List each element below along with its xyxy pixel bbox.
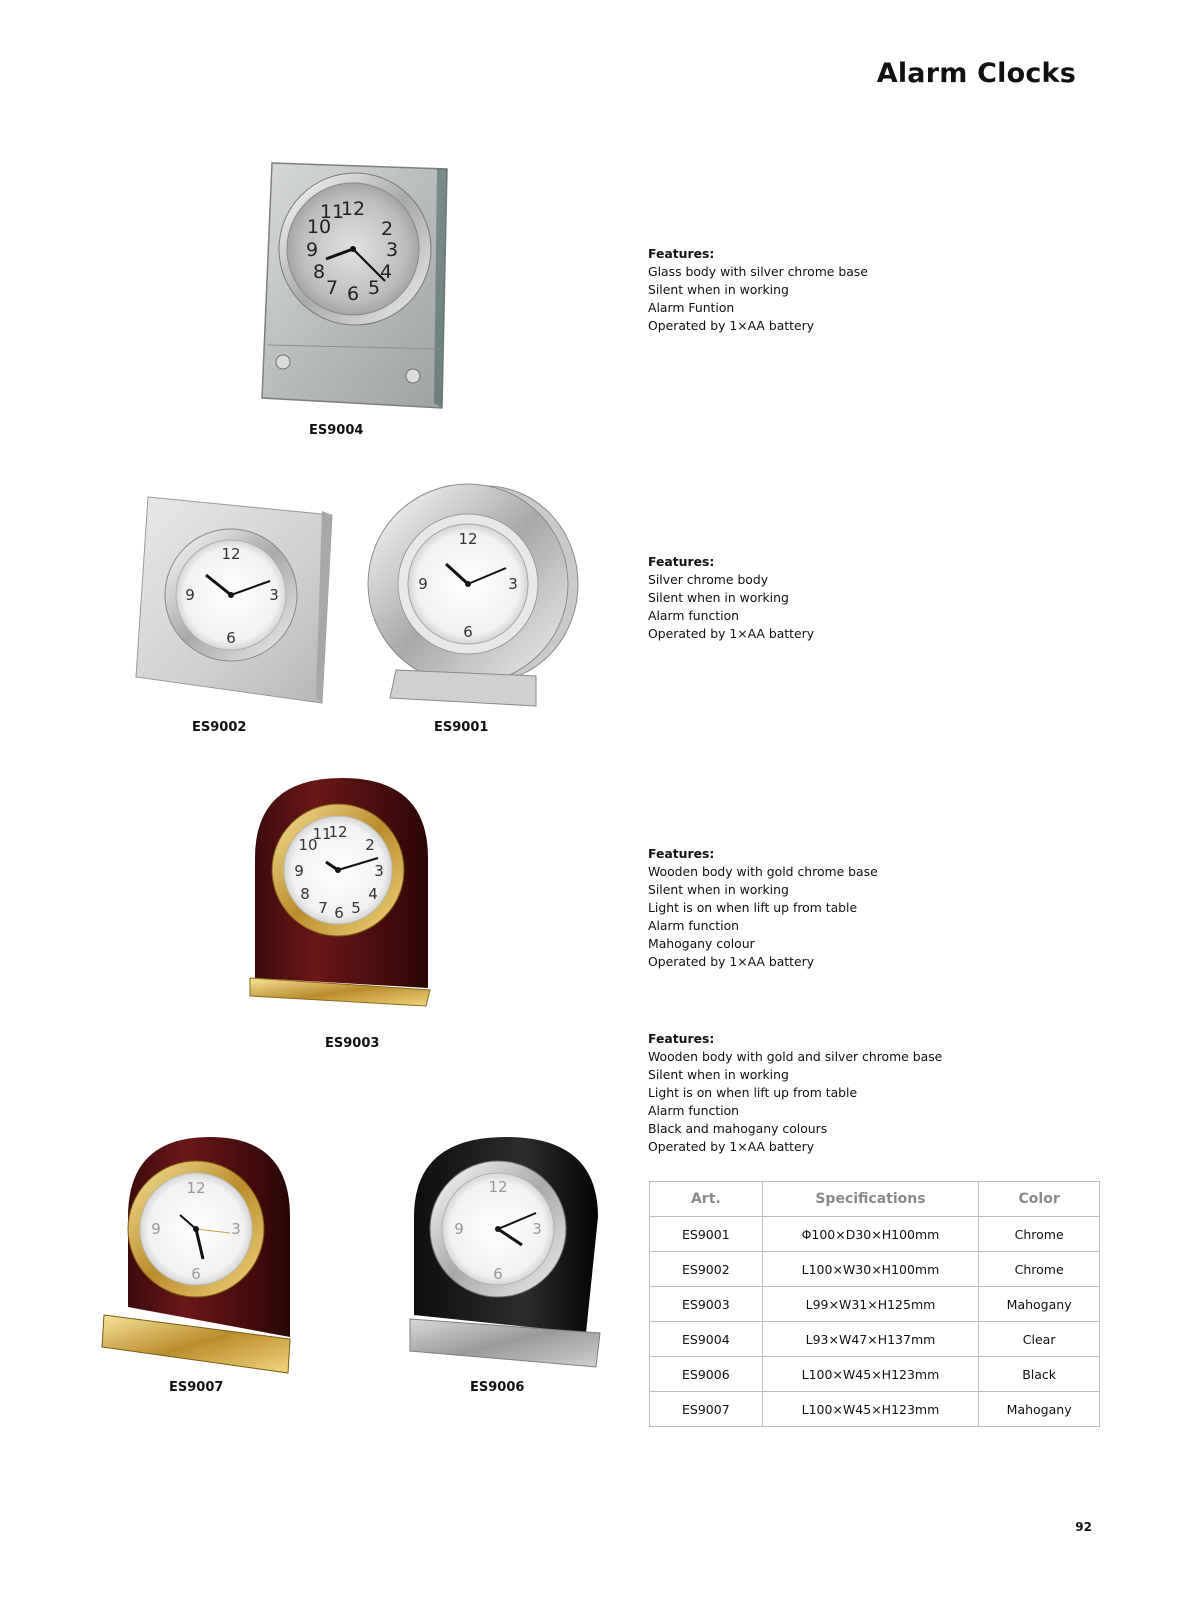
svg-text:7: 7: [325, 277, 339, 299]
cell-specifications: Φ100×D30×H100mm: [762, 1217, 979, 1252]
svg-text:5: 5: [351, 899, 361, 917]
product-code-es9004: ES9004: [309, 423, 364, 438]
table-row: [650, 1357, 1100, 1392]
svg-text:12: 12: [458, 530, 478, 548]
svg-text:9: 9: [294, 862, 304, 880]
svg-text:6: 6: [226, 629, 236, 647]
svg-text:8: 8: [300, 885, 310, 903]
feature-line: Silent when in working: [648, 590, 789, 605]
table-row: [650, 1392, 1100, 1427]
svg-text:6: 6: [191, 1265, 201, 1283]
features-heading: Features:: [648, 554, 715, 569]
feature-line: Silent when in working: [648, 882, 789, 897]
feature-line: Wooden body with gold chrome base: [648, 864, 878, 879]
svg-text:11: 11: [312, 825, 332, 843]
column-header-art: Art.: [650, 1182, 763, 1217]
cell-art: ES9006: [650, 1357, 763, 1392]
es9007-clock-image: [100, 1137, 296, 1377]
svg-text:3: 3: [374, 862, 384, 880]
svg-text:12: 12: [328, 823, 348, 841]
cell-color: Chrome: [979, 1217, 1100, 1252]
svg-text:9: 9: [185, 586, 195, 604]
feature-line: Black and mahogany colours: [648, 1121, 828, 1136]
cell-color: Black: [979, 1357, 1100, 1392]
features-heading: Features:: [648, 246, 715, 261]
svg-text:4: 4: [379, 261, 393, 283]
svg-text:6: 6: [463, 623, 473, 641]
svg-text:5: 5: [367, 277, 381, 299]
features-block-es9003: [648, 845, 878, 971]
svg-text:7: 7: [318, 899, 328, 917]
svg-text:3: 3: [231, 1220, 241, 1238]
product-code-es9003: ES9003: [325, 1036, 380, 1051]
cell-specifications: L100×W30×H100mm: [762, 1252, 979, 1287]
svg-text:3: 3: [269, 586, 279, 604]
feature-line: Operated by 1×AA battery: [648, 318, 815, 333]
feature-line: Operated by 1×AA battery: [648, 626, 815, 641]
cell-art: ES9001: [650, 1217, 763, 1252]
svg-text:3: 3: [385, 239, 399, 261]
svg-text:2: 2: [365, 836, 375, 854]
es9004-clock-image: [262, 163, 452, 408]
svg-text:11: 11: [319, 201, 345, 223]
svg-text:12: 12: [488, 1178, 508, 1196]
table-row: [650, 1217, 1100, 1252]
svg-text:10: 10: [306, 216, 332, 238]
cell-specifications: L99×W31×H125mm: [762, 1287, 979, 1322]
svg-text:8: 8: [312, 261, 326, 283]
feature-line: Silent when in working: [648, 282, 789, 297]
product-code-es9002: ES9002: [192, 720, 247, 735]
svg-text:6: 6: [346, 283, 360, 305]
column-header-specifications: Specifications: [762, 1182, 979, 1217]
svg-text:6: 6: [493, 1265, 503, 1283]
feature-line: Wooden body with gold and silver chrome base: [648, 1049, 943, 1064]
features-block-es9004: [648, 245, 868, 335]
feature-line: Operated by 1×AA battery: [648, 954, 815, 969]
es9003-clock-image: [250, 778, 436, 1028]
cell-art: ES9004: [650, 1322, 763, 1357]
es9001-clock-image: [366, 488, 574, 713]
column-header-color: Color: [979, 1182, 1100, 1217]
feature-line: Mahogany colour: [648, 936, 755, 951]
es9002-clock-image: [136, 497, 334, 705]
feature-line: Alarm Funtion: [648, 300, 735, 315]
features-block-es9002-es9001: [648, 553, 814, 643]
table-row: [650, 1252, 1100, 1287]
table-row: [650, 1287, 1100, 1322]
es9006-clock-image: [410, 1137, 602, 1377]
feature-line: Alarm function: [648, 1103, 740, 1118]
cell-color: Mahogany: [979, 1287, 1100, 1322]
table-row: [650, 1322, 1100, 1357]
features-block-es9007-es9006: [648, 1030, 942, 1156]
svg-text:4: 4: [368, 885, 378, 903]
svg-text:12: 12: [340, 198, 366, 220]
feature-line: Operated by 1×AA battery: [648, 1139, 815, 1154]
page-title: Alarm Clocks: [876, 58, 1076, 89]
feature-line: Light is on when lift up from table: [648, 900, 858, 915]
features-heading: Features:: [648, 846, 715, 861]
svg-text:6: 6: [334, 904, 344, 922]
cell-color: Mahogany: [979, 1392, 1100, 1427]
cell-art: ES9003: [650, 1287, 763, 1322]
page-number: 92: [1075, 1520, 1092, 1534]
svg-text:2: 2: [380, 218, 394, 240]
cell-specifications: L100×W45×H123mm: [762, 1392, 979, 1427]
cell-art: ES9007: [650, 1392, 763, 1427]
cell-specifications: L93×W47×H137mm: [762, 1322, 979, 1357]
features-heading: Features:: [648, 1031, 715, 1046]
cell-specifications: L100×W45×H123mm: [762, 1357, 979, 1392]
svg-text:12: 12: [186, 1179, 206, 1197]
product-code-es9006: ES9006: [470, 1380, 525, 1395]
specifications-table: [649, 1181, 1100, 1427]
svg-text:12: 12: [221, 545, 241, 563]
feature-line: Silent when in working: [648, 1067, 789, 1082]
svg-text:3: 3: [508, 575, 518, 593]
svg-text:3: 3: [532, 1220, 542, 1238]
table-header-row: [650, 1182, 1100, 1217]
cell-color: Chrome: [979, 1252, 1100, 1287]
feature-line: Alarm function: [648, 608, 740, 623]
product-code-es9001: ES9001: [434, 720, 489, 735]
svg-text:9: 9: [418, 575, 428, 593]
feature-line: Silver chrome body: [648, 572, 769, 587]
feature-line: Glass body with silver chrome base: [648, 264, 868, 279]
feature-line: Alarm function: [648, 918, 740, 933]
product-code-es9007: ES9007: [169, 1380, 224, 1395]
svg-text:9: 9: [454, 1220, 464, 1238]
svg-text:9: 9: [151, 1220, 161, 1238]
svg-text:9: 9: [305, 239, 319, 261]
svg-text:10: 10: [298, 836, 318, 854]
feature-line: Light is on when lift up from table: [648, 1085, 858, 1100]
cell-color: Clear: [979, 1322, 1100, 1357]
cell-art: ES9002: [650, 1252, 763, 1287]
